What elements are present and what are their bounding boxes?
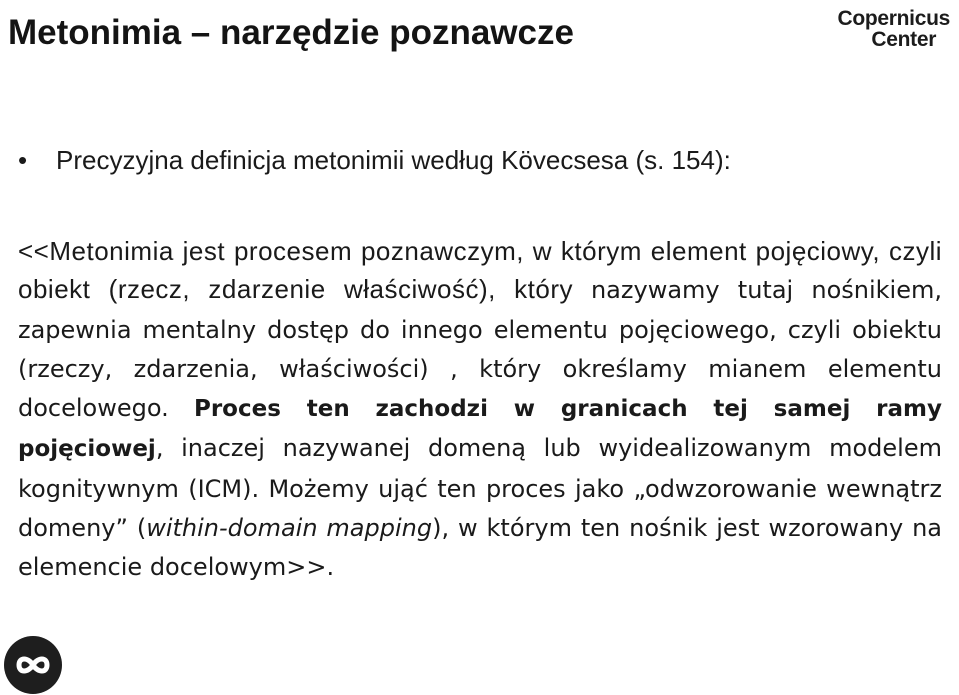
slide-title: Metonimia – narzędzie poznawcze xyxy=(8,13,574,52)
bullet-dot: • xyxy=(18,145,28,175)
quote-part-1: <<Metonimia jest procesem poznawczym, w którym element pojęciowy, czyli obiekt (rzecz, zdarzenie właściwość), który xyxy=(18,236,942,305)
quote-part-2: nazywamy tutaj nośnikiem, zapewnia mentalny dostęp do innego elementu pojęciowego, czyli obiektu (rzeczy, zdarzenia, właściwości) , który określamy mianem elementu docelowego. xyxy=(18,276,942,423)
bullet-item xyxy=(18,138,731,182)
definition-quote xyxy=(18,232,942,587)
logo-line-2: Center xyxy=(871,28,937,51)
infinity-loop-icon xyxy=(4,636,62,694)
bullet-text: Precyzyjna definicja metonimii według Kövecsesa (s. 154): xyxy=(56,145,731,175)
quote-italic-term: within-domain mapping xyxy=(146,514,433,543)
quote-part-3: , inaczej nazywanej domeną lub wyidealizowanym modelem kognitywnym (ICM). Możemy ująć ten proces jako „odwzorowanie wewnątrz domeny” ( xyxy=(18,434,942,543)
copernicus-center-logo xyxy=(837,8,950,50)
quote-bold-statement: Proces ten zachodzi w granicach tej samej ramy pojęciowej xyxy=(18,396,942,463)
logo-line-1: Copernicus xyxy=(837,7,950,30)
quote-part-4: ), w którym ten nośnik jest wzorowany na elemencie docelowym>>. xyxy=(18,514,943,582)
